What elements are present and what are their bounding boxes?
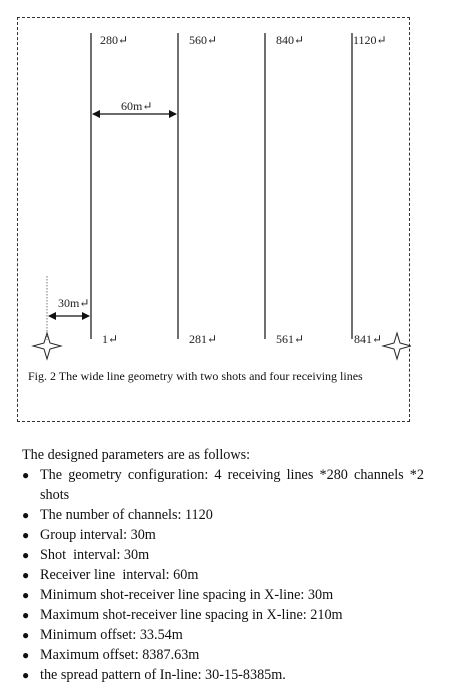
param-text: Receiver line interval: 60m	[40, 567, 199, 583]
parameter-section	[22, 445, 424, 685]
list-item	[22, 545, 424, 565]
top-label-line-2: 560↵	[189, 33, 218, 47]
shot-marker-right-icon	[383, 333, 411, 359]
top-label-line-4: 1120↵	[353, 33, 387, 47]
line-spacing-label: 60m↵	[121, 99, 153, 113]
wide-line-geometry-diagram	[18, 18, 411, 423]
list-item	[22, 565, 424, 585]
bullet-icon: ●	[22, 668, 30, 682]
list-item	[22, 525, 424, 545]
list-item	[22, 465, 424, 505]
bottom-label-line-3: 561↵	[276, 332, 305, 346]
list-item	[22, 585, 424, 605]
bullet-icon: ●	[22, 508, 30, 522]
bullet-icon: ●	[22, 608, 30, 622]
list-item	[22, 625, 424, 645]
param-text: Minimum shot-receiver line spacing in X-line: 30m	[40, 587, 334, 603]
bottom-label-line-4: 841↵	[354, 332, 383, 346]
param-text: The geometry configuration: 4 receiving lines *280 channels *2 shots	[40, 467, 424, 503]
parameters-intro: The designed parameters are as follows:	[22, 447, 251, 463]
param-text: The number of channels: 1120	[40, 507, 213, 523]
list-item	[22, 665, 424, 685]
bottom-label-line-1: 1↵	[102, 332, 119, 346]
list-item	[22, 505, 424, 525]
param-text: the spread pattern of In-line: 30-15-8385m.	[40, 667, 286, 683]
param-text: Minimum offset: 33.54m	[40, 627, 183, 643]
bullet-icon: ●	[22, 568, 30, 582]
bullet-icon: ●	[22, 468, 30, 482]
param-text: Maximum offset: 8387.63m	[40, 647, 200, 663]
bottom-label-line-2: 281↵	[189, 332, 218, 346]
list-item	[22, 645, 424, 665]
param-text: Shot interval: 30m	[40, 547, 150, 563]
figure-frame	[17, 17, 410, 422]
top-label-line-1: 280↵	[100, 33, 129, 47]
bullet-icon: ●	[22, 628, 30, 642]
list-item	[22, 605, 424, 625]
bullet-icon: ●	[22, 648, 30, 662]
param-text: Maximum shot-receiver line spacing in X-line: 210m	[40, 607, 343, 623]
bullet-icon: ●	[22, 588, 30, 602]
figure-caption: Fig. 2 The wide line geometry with two shots and four receiving lines	[28, 369, 363, 383]
top-label-line-3: 840↵	[276, 33, 305, 47]
bullet-icon: ●	[22, 548, 30, 562]
param-text: Group interval: 30m	[40, 527, 156, 543]
shot-offset-label: 30m↵	[58, 296, 90, 310]
bullet-icon: ●	[22, 528, 30, 542]
parameter-list	[22, 465, 424, 685]
